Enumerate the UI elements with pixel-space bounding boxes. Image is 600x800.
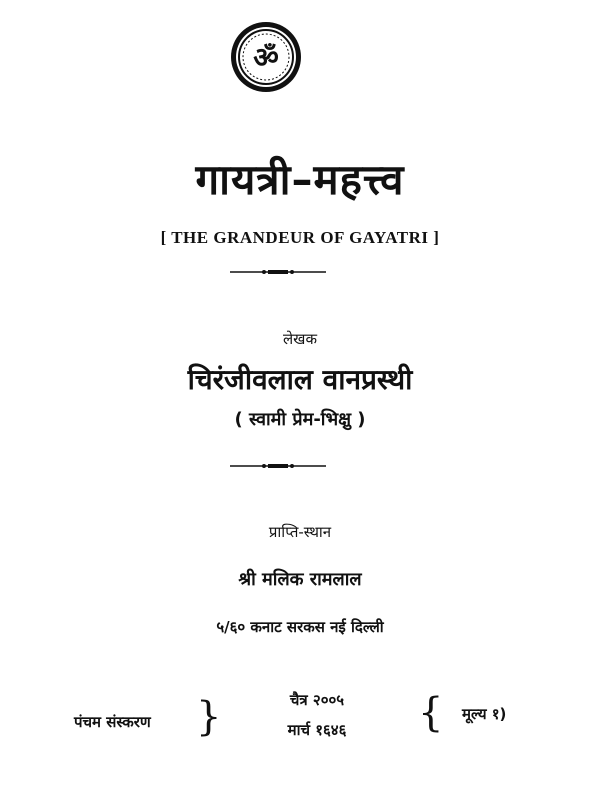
brace-right: { xyxy=(418,690,444,736)
edition-label: पंचम संस्करण xyxy=(74,713,151,731)
page-title: गायत्री–महत्त्व xyxy=(195,155,405,204)
publisher-address: ५/६० कनाट सरकस नई दिल्ली xyxy=(216,618,384,636)
om-seal-icon xyxy=(229,20,303,94)
publisher-name: श्री मलिक रामलाल xyxy=(238,569,362,590)
date-line-gregorian: मार्च १६४६ xyxy=(287,721,347,739)
publication-date xyxy=(262,690,372,740)
price-label: मूल्य १) xyxy=(462,705,507,723)
availability-caption: प्राप्ति-स्थान xyxy=(268,523,332,541)
ornament-divider-icon xyxy=(230,461,326,471)
english-subtitle: [ THE GRANDEUR OF GAYATRI ] xyxy=(160,228,440,247)
author-alias: ( स्वामी प्रेम-भिक्षु ) xyxy=(234,409,366,430)
author-caption: लेखक xyxy=(283,330,317,348)
om-glyph: ॐ xyxy=(253,41,279,74)
author-name: चिरंजीवलाल वानप्रस्थी xyxy=(187,363,413,396)
date-line-samvat: चैत्र २००५ xyxy=(289,691,345,709)
brace-left: } xyxy=(196,694,222,740)
ornament-divider-icon xyxy=(230,267,326,277)
